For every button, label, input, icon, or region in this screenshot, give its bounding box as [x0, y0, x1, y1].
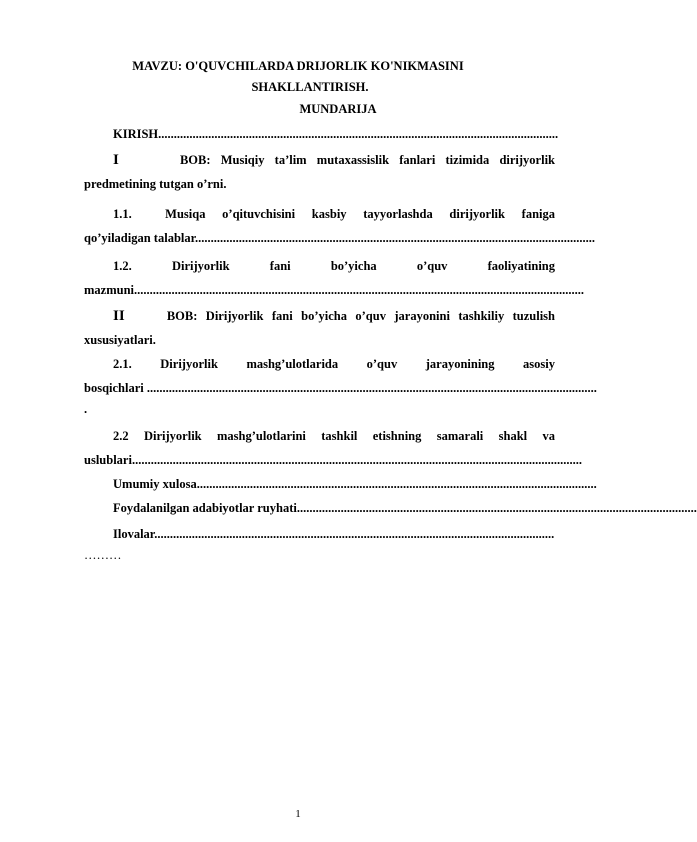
leader-dots: ................................................................................................................................	[196, 477, 597, 491]
toc-entry-conclusion[interactable]	[113, 476, 597, 492]
appendix-label: Ilovalar	[113, 527, 155, 541]
leader-dots: ................................................................................................................................	[195, 231, 596, 245]
section-number: 2.1.	[113, 357, 132, 371]
toc-entry-section-1-2[interactable]	[113, 258, 555, 274]
trailing-ellipsis: ………	[84, 548, 122, 562]
section-2-2-line-2	[84, 452, 582, 468]
section-1-2-label: mazmuni	[84, 283, 134, 297]
leader-dots: ................................................................................................................................	[154, 527, 555, 541]
toc-entry-intro[interactable]	[113, 126, 559, 142]
section-title-line-1: Dirijyorlik fani bo’yicha o’quv faoliyatining	[171, 259, 555, 273]
section-2-2-label: uslublari	[84, 453, 132, 467]
conclusion-label: Umumiy xulosa	[113, 477, 197, 491]
toc-entry-chapter-1[interactable]	[113, 152, 555, 168]
chapter-number: I	[113, 152, 119, 168]
leader-dots: ................................................................................................................................................	[134, 283, 584, 297]
chapter-1-title-line-2: predmetining tutgan o’rni.	[84, 177, 227, 191]
references-label: Foydalanilgan adabiyotlar ruyhati	[113, 501, 297, 515]
toc-entry-section-2-2[interactable]: 2.2 Dirijyorlik mashg’ulotlarini tashkil etishning samarali shakl va	[113, 429, 555, 443]
leader-dots: ................................................................................................................................................	[131, 453, 582, 467]
leader-dots: ................................................................................................................................	[158, 127, 559, 141]
section-2-1-label: bosqichlari	[84, 381, 144, 395]
chapter-title-line-1: BOB: Musiqiy ta’lim mutaxassislik fanlari tizimida dirijyorlik	[179, 153, 555, 167]
section-2-1-line-2	[84, 380, 597, 396]
chapter-number: II	[113, 308, 125, 324]
leader-dots: ................................................................................................................................	[296, 501, 697, 515]
section-title-line-1: Musiqa o’qituvchisini kasbiy tayyorlashda dirijyorlik faniga	[165, 207, 556, 221]
page-number: 1	[295, 808, 301, 820]
toc-entry-intro-label: KIRISH	[113, 127, 159, 141]
contents-heading: MUNDARIJA	[299, 102, 377, 116]
title-line-1: MAVZU: O'QUVCHILARDA DRIJORLIK KO'NIKMASINI	[132, 59, 464, 73]
section-1-1-label: qo’yiladigan talablar	[84, 231, 196, 245]
toc-entry-appendix[interactable]	[113, 526, 555, 542]
toc-entry-chapter-2[interactable]	[113, 308, 555, 324]
section-1-2-line-2	[84, 282, 584, 298]
toc-entry-section-1-1[interactable]	[113, 206, 555, 222]
title-line-2: SHAKLLANTIRISH.	[251, 80, 369, 94]
section-1-1-line-2	[84, 230, 596, 246]
chapter-title-line-1: BOB: Dirijyorlik fani bo’yicha o’quv jarayonini tashkiliy tuzulish	[166, 309, 556, 323]
toc-entry-references[interactable]	[113, 500, 697, 516]
toc-entry-section-2-1[interactable]	[113, 356, 555, 372]
section-2-1-line-3: .	[84, 402, 88, 416]
leader-dots: ................................................................................................................................................	[146, 381, 597, 395]
section-title-line-1: Dirijyorlik mashg’ulotlarida o’quv jarayonining asosiy	[160, 357, 555, 371]
section-number: 1.1.	[113, 207, 132, 221]
section-number: 1.2.	[113, 259, 132, 273]
chapter-2-title-line-2: xususiyatlari.	[84, 333, 156, 347]
